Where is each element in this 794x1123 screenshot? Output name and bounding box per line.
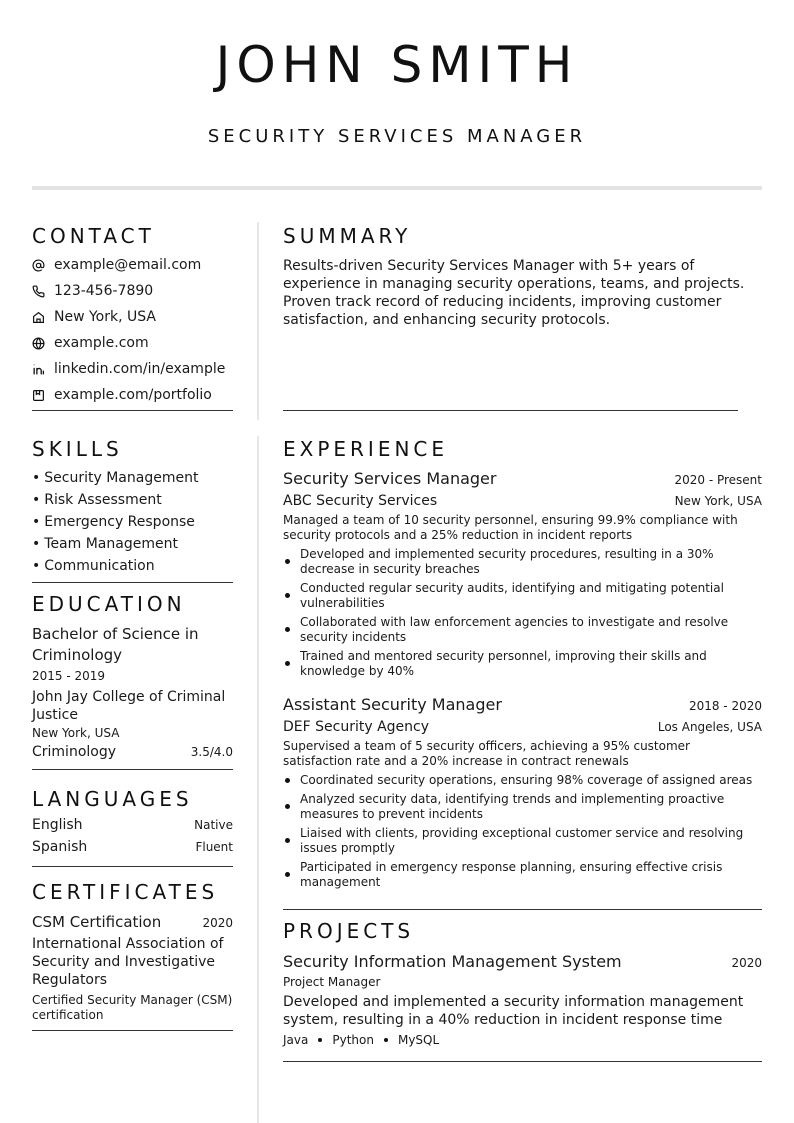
skills-rule <box>32 582 233 583</box>
contact-linkedin[interactable] <box>32 356 233 382</box>
skills-heading: SKILLS <box>32 437 123 461</box>
job-bullet: Participated in emergency response planning, ensuring effective crisis management <box>283 860 762 890</box>
experience-section <box>283 437 762 894</box>
job-bullet: Analyzed security data, identifying trends and implementing proactive measures to prevent incidents <box>283 792 762 822</box>
job-company-row <box>283 719 762 735</box>
tech-separator <box>384 1038 388 1042</box>
certificate-row <box>32 913 233 931</box>
column-divider <box>257 222 259 1123</box>
project-header <box>283 952 762 971</box>
job-title: Security Services Manager <box>283 469 497 488</box>
project-year: 2020 <box>731 956 762 970</box>
education-rule <box>32 769 233 770</box>
language-level: Fluent <box>195 840 233 854</box>
linkedin-icon <box>32 363 54 376</box>
job-dates: 2020 - Present <box>674 473 762 487</box>
experience-heading: EXPERIENCE <box>283 437 449 461</box>
education-years: 2015 - 2019 <box>32 669 106 683</box>
contact-rule <box>32 410 233 411</box>
job-bullet: Liaised with clients, providing exceptional customer service and resolving issues promptly <box>283 826 762 856</box>
certificates-section <box>32 880 233 1031</box>
contact-linkedin-text: linkedin.com/in/example <box>54 361 226 377</box>
globe-icon <box>32 337 54 350</box>
contact-website-text: example.com <box>54 335 149 351</box>
education-section <box>32 592 233 770</box>
language-row <box>32 817 233 839</box>
contact-portfolio-text: example.com/portfolio <box>54 387 212 403</box>
education-location: New York, USA <box>32 726 120 740</box>
languages-rule <box>32 866 233 867</box>
job-header <box>283 695 762 714</box>
skills-section <box>32 437 233 583</box>
tech-separator <box>318 1038 322 1042</box>
header-divider <box>32 186 762 190</box>
skill-item: • Team Management <box>32 533 233 555</box>
project-role: Project Manager <box>283 975 381 989</box>
phone-icon <box>32 285 54 298</box>
contact-website[interactable] <box>32 330 233 356</box>
tech-item: Python <box>332 1033 374 1047</box>
job-entry <box>283 695 762 890</box>
projects-heading: PROJECTS <box>283 919 415 943</box>
project-title: Security Information Management System <box>283 952 622 971</box>
education-field-row <box>32 744 233 760</box>
education-field: Criminology <box>32 744 117 760</box>
certificate-description: Certified Security Manager (CSM) certification <box>32 993 233 1022</box>
summary-section <box>283 224 762 329</box>
job-description: Supervised a team of 5 security officers, achieving a 95% customer satisfaction rate and a 20% increase in contract renewals <box>283 739 690 768</box>
summary-rule <box>283 410 738 411</box>
job-header <box>283 469 762 488</box>
skill-item: • Risk Assessment <box>32 489 233 511</box>
resume-name: JOHN SMITH <box>215 36 579 94</box>
job-company: ABC Security Services <box>283 493 438 509</box>
language-name: Spanish <box>32 839 88 855</box>
job-bullet: Developed and implemented security procedures, resulting in a 30% decrease in security breaches <box>283 547 762 577</box>
skill-item: • Communication <box>32 555 233 577</box>
job-title: Assistant Security Manager <box>283 695 502 714</box>
job-bullets <box>283 547 762 679</box>
language-name: English <box>32 817 83 833</box>
at-icon <box>32 259 54 272</box>
home-icon <box>32 311 54 324</box>
summary-heading: SUMMARY <box>283 224 412 248</box>
skill-item: • Security Management <box>32 467 233 489</box>
contact-section <box>32 224 233 411</box>
contact-phone[interactable] <box>32 278 233 304</box>
projects-section <box>283 919 762 1047</box>
column-divider-gap <box>255 420 261 436</box>
contact-heading: CONTACT <box>32 224 155 248</box>
project-tech-list <box>283 1033 762 1047</box>
education-degree: Bachelor of Science in Criminology <box>32 625 199 664</box>
project-description: Developed and implemented a security information management system, resulting in a 40% reduction in incident response time <box>283 994 744 1028</box>
job-location: New York, USA <box>674 494 762 508</box>
job-company: DEF Security Agency <box>283 719 430 735</box>
resume-title: SECURITY SERVICES MANAGER <box>207 126 587 147</box>
tech-item: MySQL <box>397 1033 440 1047</box>
job-company-row <box>283 493 762 509</box>
skill-item: • Emergency Response <box>32 511 233 533</box>
job-description: Managed a team of 10 security personnel, ensuring 99.9% compliance with security protocols and a 25% reduction in incident reports <box>283 513 738 542</box>
projects-rule <box>283 1061 762 1062</box>
education-gpa: 3.5/4.0 <box>190 745 233 759</box>
contact-phone-text: 123-456-7890 <box>54 283 154 299</box>
certificates-rule <box>32 1030 233 1031</box>
languages-heading: LANGUAGES <box>32 787 193 811</box>
contact-email[interactable] <box>32 252 233 278</box>
portfolio-icon <box>32 389 54 402</box>
job-bullet: Trained and mentored security personnel, improving their skills and knowledge by 40% <box>283 649 762 679</box>
job-bullet: Coordinated security operations, ensuring 98% coverage of assigned areas <box>283 773 762 788</box>
language-row <box>32 839 233 861</box>
languages-section <box>32 787 233 867</box>
tech-item: Java <box>283 1033 309 1047</box>
job-dates: 2018 - 2020 <box>688 699 762 713</box>
contact-location-text: New York, USA <box>54 309 156 325</box>
contact-portfolio[interactable] <box>32 382 233 408</box>
education-school: John Jay College of Criminal Justice <box>32 689 226 723</box>
certificate-organization: International Association of Security and Investigative Regulators <box>32 936 224 988</box>
job-bullet: Collaborated with law enforcement agencies to investigate and resolve security incidents <box>283 615 762 645</box>
language-level: Native <box>194 818 233 832</box>
summary-text: Results-driven Security Services Manager with 5+ years of experience in managing security operations, teams, and projects. Proven track record of reducing incidents, improving customer satisfaction, and enhancing security protocols. <box>283 258 745 328</box>
job-bullets <box>283 773 762 890</box>
job-entry <box>283 469 762 679</box>
certificate-name: CSM Certification <box>32 913 162 931</box>
contact-location <box>32 304 233 330</box>
job-bullet: Conducted regular security audits, identifying and mitigating potential vulnerabilities <box>283 581 762 611</box>
contact-email-text: example@email.com <box>54 257 202 273</box>
education-heading: EDUCATION <box>32 592 186 616</box>
experience-rule <box>283 909 762 910</box>
certificates-heading: CERTIFICATES <box>32 880 219 904</box>
job-location: Los Angeles, USA <box>657 720 762 734</box>
certificate-year: 2020 <box>202 916 233 930</box>
